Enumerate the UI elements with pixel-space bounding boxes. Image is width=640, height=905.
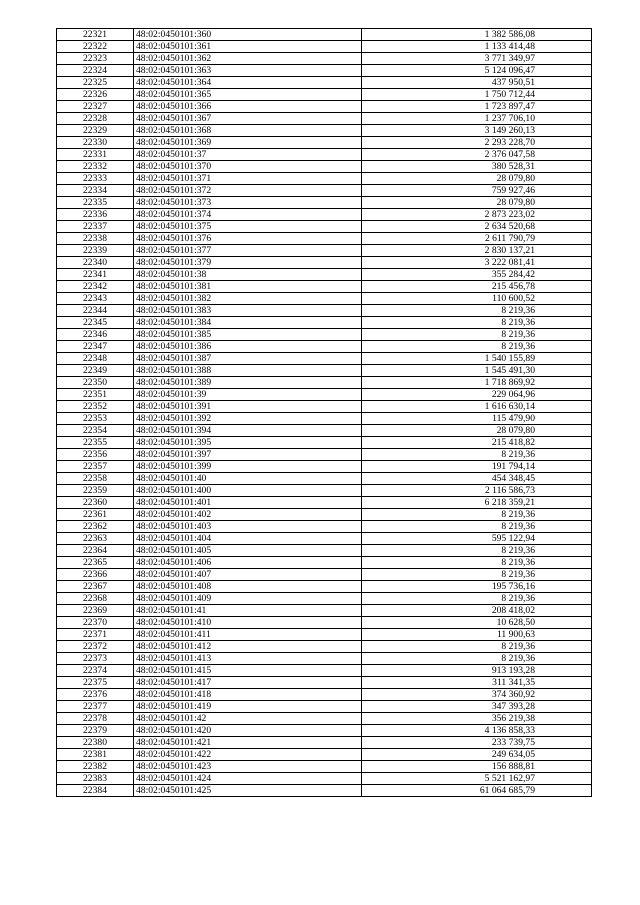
cadastral-value-cell: 4 136 858,33 [362,725,592,737]
cadastral-number-cell: 48:02:0450101:370 [134,161,362,173]
cadastral-value-cell: 8 219,36 [362,341,592,353]
cadastral-value-cell: 8 219,36 [362,521,592,533]
row-number-cell: 22338 [57,233,134,245]
table-row [57,329,592,341]
row-number-cell: 22325 [57,77,134,89]
cadastral-value-cell: 8 219,36 [362,449,592,461]
table-row [57,65,592,77]
cadastral-value-cell: 2 634 520,68 [362,221,592,233]
cadastral-value-cell: 1 540 155,89 [362,353,592,365]
row-number-cell: 22358 [57,473,134,485]
cadastral-value-cell: 28 079,80 [362,425,592,437]
row-number-cell: 22381 [57,749,134,761]
table-row [57,569,592,581]
cadastral-number-cell: 48:02:0450101:41 [134,605,362,617]
table-row [57,725,592,737]
cadastral-number-cell: 48:02:0450101:391 [134,401,362,413]
cadastral-value-cell: 374 360,92 [362,689,592,701]
cadastral-number-cell: 48:02:0450101:386 [134,341,362,353]
row-number-cell: 22360 [57,497,134,509]
table-row [57,269,592,281]
table-row [57,77,592,89]
cadastral-value-cell: 311 341,35 [362,677,592,689]
table-row [57,773,592,785]
row-number-cell: 22364 [57,545,134,557]
row-number-cell: 22375 [57,677,134,689]
row-number-cell: 22324 [57,65,134,77]
row-number-cell: 22349 [57,365,134,377]
cadastral-value-cell: 1 616 630,14 [362,401,592,413]
cadastral-number-cell: 48:02:0450101:382 [134,293,362,305]
cadastral-number-cell: 48:02:0450101:422 [134,749,362,761]
row-number-cell: 22374 [57,665,134,677]
row-number-cell: 22334 [57,185,134,197]
cadastral-value-cell: 2 611 790,79 [362,233,592,245]
cadastral-value-cell: 28 079,80 [362,173,592,185]
row-number-cell: 22369 [57,605,134,617]
cadastral-number-cell: 48:02:0450101:413 [134,653,362,665]
cadastral-value-cell: 6 218 359,21 [362,497,592,509]
table-row [57,437,592,449]
table-row [57,617,592,629]
row-number-cell: 22341 [57,269,134,281]
cadastral-value-cell: 8 219,36 [362,509,592,521]
cadastral-number-cell: 48:02:0450101:388 [134,365,362,377]
cadastral-value-cell: 28 079,80 [362,197,592,209]
cadastral-value-cell: 2 376 047,58 [362,149,592,161]
row-number-cell: 22337 [57,221,134,233]
row-number-cell: 22373 [57,653,134,665]
cadastral-number-cell: 48:02:0450101:400 [134,485,362,497]
row-number-cell: 22350 [57,377,134,389]
table-row [57,377,592,389]
row-number-cell: 22368 [57,593,134,605]
row-number-cell: 22376 [57,689,134,701]
row-number-cell: 22323 [57,53,134,65]
cadastral-number-cell: 48:02:0450101:411 [134,629,362,641]
cadastral-number-cell: 48:02:0450101:405 [134,545,362,557]
row-number-cell: 22370 [57,617,134,629]
cadastral-number-cell: 48:02:0450101:399 [134,461,362,473]
row-number-cell: 22329 [57,125,134,137]
cadastral-number-cell: 48:02:0450101:403 [134,521,362,533]
cadastral-value-cell: 2 293 228,70 [362,137,592,149]
table-row [57,53,592,65]
row-number-cell: 22348 [57,353,134,365]
row-number-cell: 22335 [57,197,134,209]
cadastral-value-cell: 437 950,51 [362,77,592,89]
table-row [57,149,592,161]
row-number-cell: 22328 [57,113,134,125]
cadastral-value-cell: 249 634,05 [362,749,592,761]
cadastral-value-cell: 156 888,81 [362,761,592,773]
table-row [57,293,592,305]
row-number-cell: 22333 [57,173,134,185]
cadastral-value-cell: 11 900,63 [362,629,592,641]
cadastral-value-table [56,28,592,797]
cadastral-number-cell: 48:02:0450101:385 [134,329,362,341]
table-body [57,29,592,797]
cadastral-number-cell: 48:02:0450101:377 [134,245,362,257]
row-number-cell: 22345 [57,317,134,329]
table-row [57,737,592,749]
row-number-cell: 22321 [57,29,134,41]
row-number-cell: 22322 [57,41,134,53]
table-row [57,701,592,713]
cadastral-number-cell: 48:02:0450101:425 [134,785,362,797]
row-number-cell: 22363 [57,533,134,545]
cadastral-value-cell: 215 456,78 [362,281,592,293]
cadastral-number-cell: 48:02:0450101:368 [134,125,362,137]
row-number-cell: 22351 [57,389,134,401]
cadastral-number-cell: 48:02:0450101:394 [134,425,362,437]
row-number-cell: 22331 [57,149,134,161]
cadastral-number-cell: 48:02:0450101:397 [134,449,362,461]
cadastral-number-cell: 48:02:0450101:417 [134,677,362,689]
cadastral-number-cell: 48:02:0450101:42 [134,713,362,725]
cadastral-number-cell: 48:02:0450101:420 [134,725,362,737]
cadastral-value-cell: 759 927,46 [362,185,592,197]
cadastral-value-cell: 195 736,16 [362,581,592,593]
table-row [57,473,592,485]
cadastral-value-cell: 8 219,36 [362,557,592,569]
table-row [57,353,592,365]
row-number-cell: 22352 [57,401,134,413]
cadastral-value-cell: 8 219,36 [362,305,592,317]
cadastral-value-cell: 215 418,82 [362,437,592,449]
table-row [57,29,592,41]
row-number-cell: 22347 [57,341,134,353]
row-number-cell: 22372 [57,641,134,653]
cadastral-value-cell: 595 122,94 [362,533,592,545]
cadastral-value-cell: 10 628,50 [362,617,592,629]
table-row [57,233,592,245]
table-row [57,533,592,545]
cadastral-number-cell: 48:02:0450101:401 [134,497,362,509]
cadastral-number-cell: 48:02:0450101:419 [134,701,362,713]
row-number-cell: 22378 [57,713,134,725]
table-row [57,281,592,293]
table-row [57,161,592,173]
row-number-cell: 22327 [57,101,134,113]
table-row [57,173,592,185]
cadastral-number-cell: 48:02:0450101:402 [134,509,362,521]
cadastral-number-cell: 48:02:0450101:39 [134,389,362,401]
cadastral-value-cell: 110 600,52 [362,293,592,305]
table-row [57,365,592,377]
cadastral-value-cell: 2 830 137,21 [362,245,592,257]
table-row [57,425,592,437]
table-row [57,521,592,533]
cadastral-value-cell: 1 750 712,44 [362,89,592,101]
row-number-cell: 22382 [57,761,134,773]
cadastral-number-cell: 48:02:0450101:410 [134,617,362,629]
table-row [57,257,592,269]
table-row [57,221,592,233]
row-number-cell: 22340 [57,257,134,269]
cadastral-value-cell: 8 219,36 [362,569,592,581]
table-row [57,485,592,497]
row-number-cell: 22371 [57,629,134,641]
cadastral-number-cell: 48:02:0450101:362 [134,53,362,65]
row-number-cell: 22332 [57,161,134,173]
cadastral-value-cell: 2 873 223,02 [362,209,592,221]
cadastral-number-cell: 48:02:0450101:424 [134,773,362,785]
table-row [57,305,592,317]
cadastral-value-cell: 1 718 869,92 [362,377,592,389]
cadastral-value-cell: 191 794,14 [362,461,592,473]
row-number-cell: 22380 [57,737,134,749]
table-row [57,137,592,149]
cadastral-value-cell: 1 723 897,47 [362,101,592,113]
row-number-cell: 22356 [57,449,134,461]
cadastral-number-cell: 48:02:0450101:412 [134,641,362,653]
cadastral-number-cell: 48:02:0450101:392 [134,413,362,425]
table-row [57,245,592,257]
cadastral-number-cell: 48:02:0450101:375 [134,221,362,233]
row-number-cell: 22362 [57,521,134,533]
cadastral-value-cell: 3 149 260,13 [362,125,592,137]
table-row [57,545,592,557]
row-number-cell: 22343 [57,293,134,305]
cadastral-number-cell: 48:02:0450101:404 [134,533,362,545]
cadastral-number-cell: 48:02:0450101:360 [134,29,362,41]
cadastral-value-cell: 355 284,42 [362,269,592,281]
cadastral-number-cell: 48:02:0450101:379 [134,257,362,269]
cadastral-number-cell: 48:02:0450101:381 [134,281,362,293]
row-number-cell: 22344 [57,305,134,317]
cadastral-number-cell: 48:02:0450101:408 [134,581,362,593]
cadastral-number-cell: 48:02:0450101:387 [134,353,362,365]
table-row [57,749,592,761]
table-row [57,761,592,773]
cadastral-value-cell: 380 528,31 [362,161,592,173]
table-row [57,317,592,329]
row-number-cell: 22367 [57,581,134,593]
cadastral-number-cell: 48:02:0450101:418 [134,689,362,701]
cadastral-number-cell: 48:02:0450101:389 [134,377,362,389]
row-number-cell: 22384 [57,785,134,797]
cadastral-value-cell: 3 222 081,41 [362,257,592,269]
table-row [57,413,592,425]
cadastral-number-cell: 48:02:0450101:415 [134,665,362,677]
row-number-cell: 22330 [57,137,134,149]
cadastral-value-cell: 5 521 162,97 [362,773,592,785]
cadastral-value-cell: 61 064 685,79 [362,785,592,797]
table-row [57,665,592,677]
cadastral-number-cell: 48:02:0450101:409 [134,593,362,605]
table-row [57,197,592,209]
cadastral-number-cell: 48:02:0450101:366 [134,101,362,113]
table-row [57,581,592,593]
cadastral-number-cell: 48:02:0450101:361 [134,41,362,53]
cadastral-number-cell: 48:02:0450101:365 [134,89,362,101]
row-number-cell: 22342 [57,281,134,293]
table-row [57,653,592,665]
table-row [57,557,592,569]
cadastral-value-cell: 8 219,36 [362,329,592,341]
row-number-cell: 22339 [57,245,134,257]
cadastral-value-cell: 356 219,38 [362,713,592,725]
cadastral-value-cell: 115 479,90 [362,413,592,425]
row-number-cell: 22336 [57,209,134,221]
cadastral-value-cell: 233 739,75 [362,737,592,749]
row-number-cell: 22359 [57,485,134,497]
table-row [57,113,592,125]
cadastral-value-cell: 5 124 096,47 [362,65,592,77]
table-row [57,641,592,653]
table-row [57,713,592,725]
table-row [57,497,592,509]
row-number-cell: 22357 [57,461,134,473]
cadastral-value-cell: 913 193,28 [362,665,592,677]
cadastral-number-cell: 48:02:0450101:421 [134,737,362,749]
row-number-cell: 22366 [57,569,134,581]
cadastral-number-cell: 48:02:0450101:374 [134,209,362,221]
cadastral-value-cell: 1 382 586,08 [362,29,592,41]
row-number-cell: 22346 [57,329,134,341]
cadastral-value-cell: 1 133 414,48 [362,41,592,53]
cadastral-number-cell: 48:02:0450101:407 [134,569,362,581]
cadastral-number-cell: 48:02:0450101:395 [134,437,362,449]
table-row [57,341,592,353]
table-row [57,209,592,221]
cadastral-number-cell: 48:02:0450101:373 [134,197,362,209]
cadastral-value-cell: 8 219,36 [362,641,592,653]
cadastral-number-cell: 48:02:0450101:369 [134,137,362,149]
row-number-cell: 22379 [57,725,134,737]
row-number-cell: 22354 [57,425,134,437]
cadastral-number-cell: 48:02:0450101:37 [134,149,362,161]
table-row [57,509,592,521]
table-row [57,125,592,137]
cadastral-value-cell: 347 393,28 [362,701,592,713]
cadastral-value-cell: 1 545 491,30 [362,365,592,377]
cadastral-value-cell: 3 771 349,97 [362,53,592,65]
cadastral-value-cell: 8 219,36 [362,317,592,329]
row-number-cell: 22326 [57,89,134,101]
cadastral-number-cell: 48:02:0450101:383 [134,305,362,317]
table-row [57,101,592,113]
cadastral-number-cell: 48:02:0450101:372 [134,185,362,197]
cadastral-value-cell: 454 348,45 [362,473,592,485]
table-row [57,605,592,617]
table-row [57,41,592,53]
cadastral-number-cell: 48:02:0450101:384 [134,317,362,329]
cadastral-number-cell: 48:02:0450101:371 [134,173,362,185]
table-row [57,785,592,797]
table-row [57,449,592,461]
cadastral-value-cell: 208 418,02 [362,605,592,617]
table-row [57,593,592,605]
table-row [57,185,592,197]
table-row [57,401,592,413]
row-number-cell: 22365 [57,557,134,569]
cadastral-value-cell: 8 219,36 [362,653,592,665]
row-number-cell: 22361 [57,509,134,521]
row-number-cell: 22377 [57,701,134,713]
row-number-cell: 22383 [57,773,134,785]
row-number-cell: 22353 [57,413,134,425]
cadastral-number-cell: 48:02:0450101:363 [134,65,362,77]
cadastral-value-cell: 8 219,36 [362,593,592,605]
table-row [57,689,592,701]
cadastral-number-cell: 48:02:0450101:423 [134,761,362,773]
table-row [57,389,592,401]
table-row [57,89,592,101]
cadastral-value-cell: 1 237 706,10 [362,113,592,125]
table-row [57,461,592,473]
cadastral-number-cell: 48:02:0450101:406 [134,557,362,569]
cadastral-value-cell: 8 219,36 [362,545,592,557]
cadastral-number-cell: 48:02:0450101:376 [134,233,362,245]
cadastral-value-cell: 2 116 586,73 [362,485,592,497]
cadastral-value-cell: 229 064,96 [362,389,592,401]
cadastral-number-cell: 48:02:0450101:40 [134,473,362,485]
row-number-cell: 22355 [57,437,134,449]
cadastral-number-cell: 48:02:0450101:38 [134,269,362,281]
table-row [57,629,592,641]
cadastral-number-cell: 48:02:0450101:364 [134,77,362,89]
table-row [57,677,592,689]
cadastral-number-cell: 48:02:0450101:367 [134,113,362,125]
